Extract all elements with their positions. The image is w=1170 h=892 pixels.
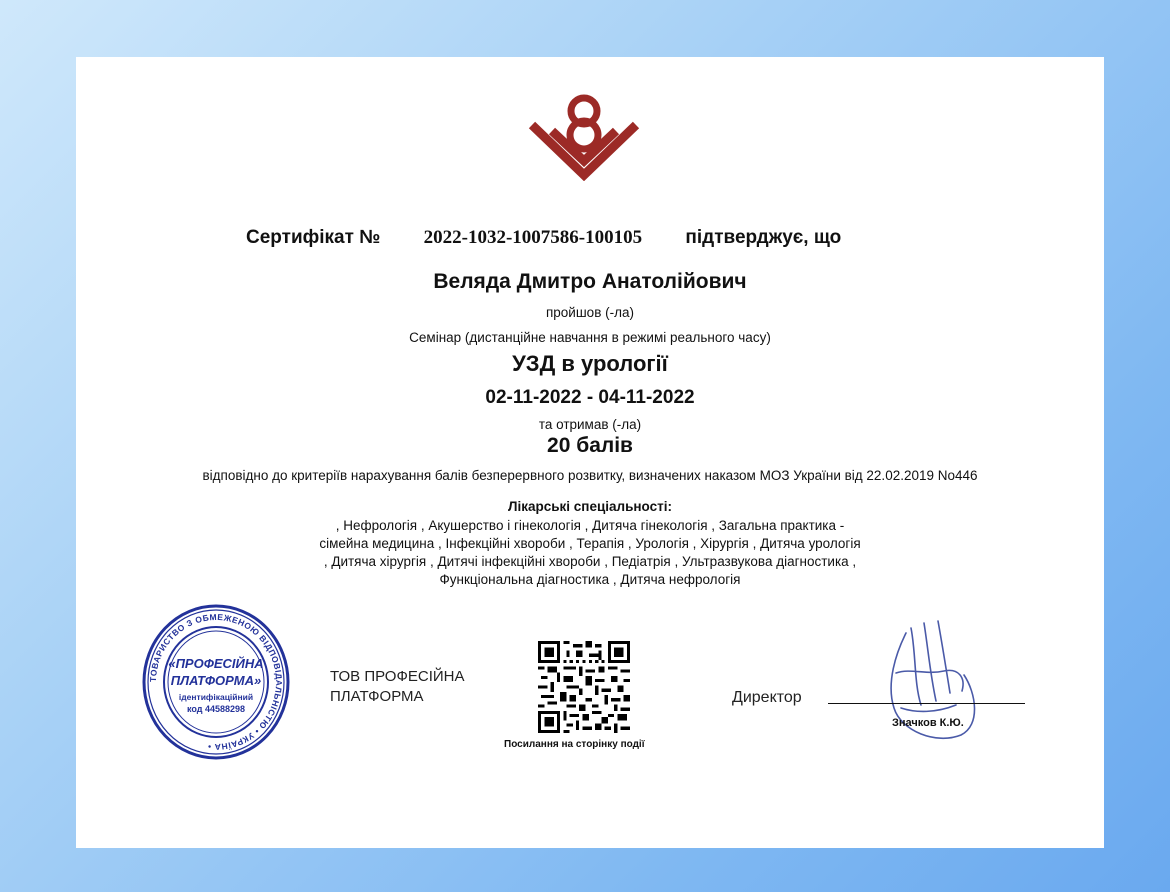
org-line: ПЛАТФОРМА	[330, 688, 424, 705]
director-label: Директор	[732, 689, 802, 706]
organization-name	[330, 667, 464, 707]
svg-text:«ПРОФЕСІЙНА: «ПРОФЕСІЙНА	[168, 656, 264, 671]
course-dates: 02-11-2022 - 04-11-2022	[485, 387, 695, 408]
holder-name: Веляда Дмитро Анатолійович	[433, 270, 747, 293]
confirms-text: підтверджує, що	[685, 227, 842, 248]
signature-line	[828, 703, 1025, 704]
points-value: 20 балів	[547, 434, 633, 457]
director-name: Значков К.Ю.	[892, 717, 964, 729]
certificate-card	[76, 57, 1104, 848]
course-title: УЗД в урології	[512, 351, 668, 376]
criteria-text: відповідно до критеріїв нарахування балів безперервного розвитку, визначених наказом МОЗ України від 22.02.2019 No446	[202, 468, 978, 483]
certificate-number: 2022-1032-1007586-100105	[423, 227, 643, 248]
qr-code-icon[interactable]	[538, 641, 630, 733]
stamp-icon	[142, 602, 290, 762]
specialties-list	[76, 517, 1104, 589]
svg-text:ідентифікаційний: ідентифікаційний	[178, 692, 254, 702]
specialties-line: , Нефрологія , Акушерство і гінекологія , Дитяча гінекологія , Загальна практика -	[335, 518, 845, 533]
svg-text:ПЛАТФОРМА»: ПЛАТФОРМА»	[170, 673, 262, 688]
received-text: та отримав (-ла)	[538, 417, 642, 432]
certificate-label: Сертифікат №	[246, 227, 381, 248]
specialties-line: Функціональна діагностика , Дитяча нефрологія	[439, 572, 741, 587]
qr-caption: Посилання на сторінку події	[504, 739, 645, 750]
org-line: ТОВ ПРОФЕСІЙНА	[330, 668, 465, 685]
certificate-number-line	[246, 227, 841, 249]
logo-icon	[528, 91, 640, 181]
specialties-line: сімейна медицина , Інфекційні хвороби , Терапія , Урологія , Хірургія , Дитяча урологія	[319, 536, 861, 551]
event-type: Семінар (дистанційне навчання в режимі реального часу)	[409, 330, 771, 345]
specialties-line: , Дитяча хірургія , Дитячі інфекційні хвороби , Педіатрія , Ультразвукова діагностика ,	[323, 554, 857, 569]
specialties-title: Лікарські спеціальності:	[508, 499, 672, 514]
passed-text: пройшов (-ла)	[545, 305, 634, 320]
svg-text:код 44588298: код 44588298	[186, 704, 246, 714]
signature-icon	[866, 613, 996, 753]
svg-text:ТОВАРИСТВО З ОБМЕЖЕНОЮ ВІДПОВІ: ТОВАРИСТВО З ОБМЕЖЕНОЮ ВІДПОВІДАЛЬНІСТЮ • УКРАЇНА •	[147, 611, 285, 753]
